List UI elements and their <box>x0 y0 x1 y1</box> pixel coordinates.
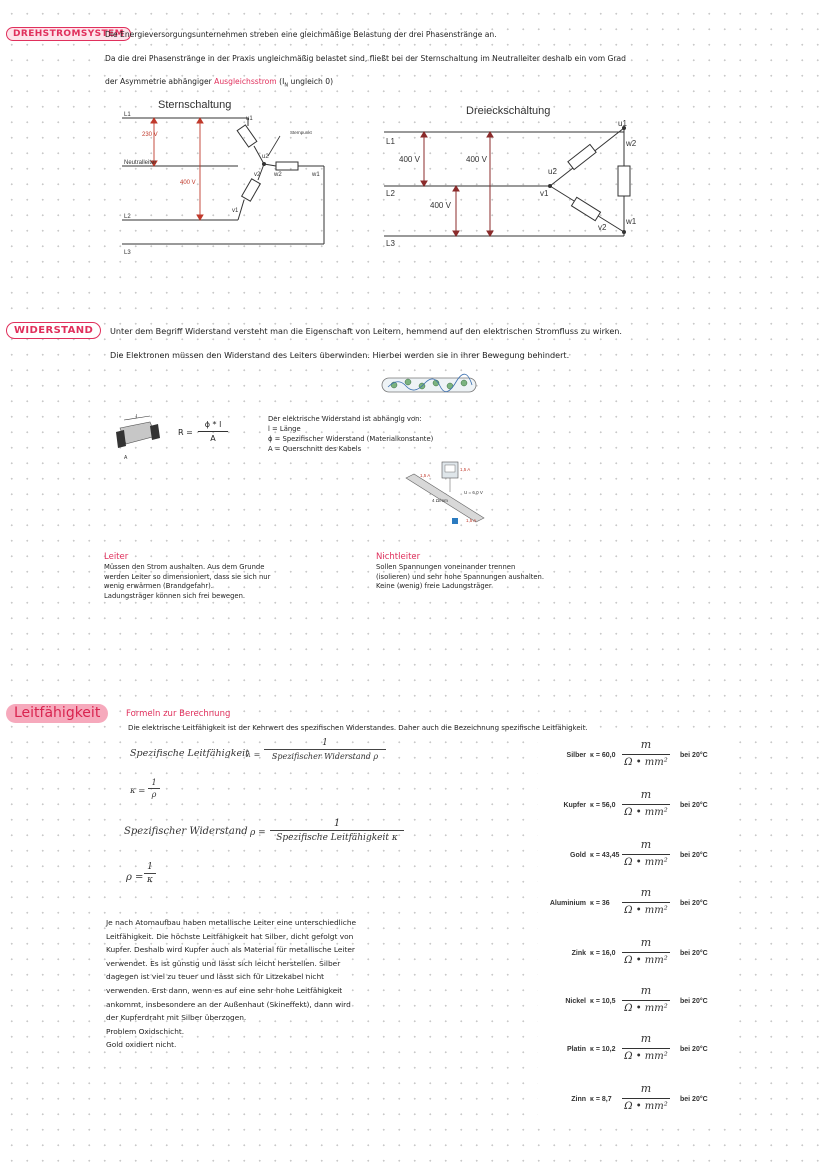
material-kappa: κ = 8,7 <box>590 1096 612 1103</box>
dependency-specific-resistance: ϕ = Spezifischer Widerstand (Materialkonstante) <box>268 435 434 443</box>
material-unit <box>622 738 670 768</box>
material-unit <box>622 886 670 916</box>
delta-label-400v-b: 400 V <box>466 155 487 164</box>
material-kappa: κ = 56,0 <box>590 802 616 809</box>
unit-denominator: Ω • mm² <box>624 905 668 916</box>
fraction-bar <box>622 804 670 805</box>
section-tag-widerstand: WIDERSTAND <box>6 322 101 339</box>
wire-label-a: A <box>124 455 128 461</box>
material-kappa: κ = 10,5 <box>590 998 616 1005</box>
leiter-text-4: Ladungsträger können sich frei bewegen. <box>104 591 246 600</box>
nichtleiter-title: Nichtleiter <box>376 552 421 562</box>
material-unit <box>622 1082 670 1112</box>
fraction-bar <box>148 788 160 789</box>
formula-4-numerator: 1 <box>147 862 153 872</box>
nichtleiter-text-3: Keine (wenig) freie Ladungsträger <box>376 582 492 591</box>
paragraph-line: Kupfer. Deshalb wird Kupfer auch als Material für metallische Leiter <box>106 945 355 955</box>
material-row <box>538 738 738 778</box>
material-row <box>538 984 738 1024</box>
material-unit <box>622 788 670 818</box>
paragraph-line: dagegen ist viel zu teuer und lässt sich für Litzekabel nicht <box>106 972 325 982</box>
material-row <box>538 886 738 926</box>
delta-label-v2: v2 <box>598 223 607 232</box>
formula-1-numerator: 1 <box>322 738 328 748</box>
fraction-bar <box>198 431 228 432</box>
nichtleiter-text-2: (isolieren) und sehr hohe Spannungen aushalten. <box>376 572 545 581</box>
formula-2-fraction <box>148 778 160 799</box>
dependency-cross-section: A = Querschnitt des Kabels <box>268 445 362 453</box>
meas-label-a1: 1,5 A <box>420 473 431 478</box>
resistance-formula-lhs: R = <box>178 428 193 437</box>
formula-2-numerator: 1 <box>151 778 157 787</box>
material-temperature: bei 20°C <box>680 1096 708 1103</box>
material-name: Zinn <box>571 1096 586 1103</box>
fraction-bar <box>270 830 404 831</box>
star-point-marker <box>262 162 266 166</box>
fraction-bar <box>622 902 670 903</box>
unit-denominator: Ω • mm² <box>624 955 668 966</box>
star-label-230v: 230 V <box>142 132 158 138</box>
delta-title: Dreieckschaltung <box>466 105 551 117</box>
unit-denominator: Ω • mm² <box>624 857 668 868</box>
wire-cross-section-illustration <box>110 412 166 462</box>
material-kappa: κ = 43,45 <box>590 852 620 859</box>
paragraph-line: verwendet. Es ist günstig und lässt sich leicht herstellen. Silber <box>106 958 341 968</box>
material-unit <box>622 984 670 1014</box>
conductivity-table <box>538 738 734 1124</box>
star-label-400v: 400 V <box>180 180 196 186</box>
material-name: Kupfer <box>563 802 586 809</box>
formula-3-symbol: ρ = <box>250 828 266 838</box>
fraction-bar <box>622 952 670 953</box>
dependency-list <box>268 414 433 454</box>
delta-label-l1: L1 <box>386 137 395 146</box>
section-tag-drehstromsystem: DREHSTROMSYSTEM <box>6 27 131 41</box>
widerstand-line-2: Die Elektronen müssen den Widerstand des Leiters überwinden. Hierbei werden sie in ihrer Bewegung behindert. <box>110 350 570 360</box>
resistance-formula-fraction <box>198 420 228 443</box>
star-label-neutral: Neutralleiter <box>124 160 157 166</box>
material-temperature: bei 20°C <box>680 752 708 759</box>
widerstand-line-1: Unter dem Begriff Widerstand versteht man die Eigenschaft von Leitern, hemmend auf den elektrischen Stromfluss zu wirken. <box>110 326 622 336</box>
unit-denominator: Ω • mm² <box>624 807 668 818</box>
resistance-formula-denominator: A <box>210 434 216 443</box>
leiter-title: Leiter <box>104 552 129 562</box>
material-temperature: bei 20°C <box>680 852 708 859</box>
formula-1-label: Spezifische Leitfähigkeit <box>130 748 249 759</box>
fraction-bar <box>622 1000 670 1001</box>
paragraph-line: Je nach Atomaufbau haben metallische Leiter eine unterschiedliche <box>106 918 357 927</box>
material-unit <box>622 838 670 868</box>
material-kappa: κ = 60,0 <box>590 752 616 759</box>
material-name: Zink <box>571 950 586 957</box>
material-temperature: bei 20°C <box>680 900 708 907</box>
material-row <box>538 838 738 878</box>
leitfaehigkeit-intro: Die elektrische Leitfähigkeit ist der Kehrwert des spezifischen Widerstandes. Daher auch die Bezeichnung spezifische Leitfähigkeit. <box>128 724 588 732</box>
paragraph-line: Gold oxidiert nicht. <box>106 1040 177 1050</box>
meas-label-u: U = 6,0 V <box>464 490 483 495</box>
star-label-v1: v1 <box>232 208 239 214</box>
drehstrom-line-3-post: (I <box>279 77 285 86</box>
unit-denominator: Ω • mm² <box>624 1051 668 1062</box>
leitfaehigkeit-paragraph <box>106 916 356 1052</box>
delta-label-v1: v1 <box>540 189 549 198</box>
meas-label-a2: 1,5 A <box>460 467 471 472</box>
star-label-w1: w1 <box>312 172 320 178</box>
delta-label-w1: w1 <box>626 217 637 226</box>
material-kappa: κ = 10,2 <box>590 1046 616 1053</box>
material-unit <box>622 936 670 966</box>
delta-label-l3: L3 <box>386 239 395 248</box>
fraction-bar <box>622 854 670 855</box>
star-label-l2: L2 <box>124 214 131 220</box>
unit-numerator: m <box>640 984 652 997</box>
drehstrom-line-3-sub: N <box>284 82 289 89</box>
formula-4-lhs: ρ = <box>126 872 144 883</box>
paragraph-line: Problem Oxidschicht. <box>106 1026 185 1036</box>
drehstrom-line-3 <box>105 75 333 93</box>
unit-denominator: Ω • mm² <box>624 1101 668 1112</box>
material-unit <box>622 1032 670 1062</box>
nichtleiter-block <box>376 552 544 592</box>
delta-label-u2: u2 <box>548 167 557 176</box>
dependency-title: Der elektrische Widerstand ist abhängig von: <box>268 415 422 423</box>
leiter-text-1: Müssen den Strom aushalten. Aus dem Grunde <box>104 563 265 571</box>
unit-numerator: m <box>640 1082 652 1095</box>
star-label-l3: L3 <box>124 250 131 256</box>
material-name: Gold <box>570 852 586 859</box>
section-tag-leitfaehigkeit: Leitfähigkeit <box>6 704 108 723</box>
material-temperature: bei 20°C <box>680 998 708 1005</box>
resistance-formula-numerator: ϕ * l <box>204 420 222 429</box>
unit-numerator: m <box>640 886 652 899</box>
material-row <box>538 1032 738 1072</box>
meas-label-length: 4 Ω/mm <box>432 498 448 503</box>
paragraph-line: Leitfähigkeit. Die höchste Leitfähigkeit hat Silber, dicht gefolgt von <box>106 931 354 941</box>
material-name: Silber <box>566 752 586 759</box>
fraction-bar <box>622 1098 670 1099</box>
leiter-text-2: werden Leiter so dimensioniert, dass sie sich nur <box>104 572 271 581</box>
dreieckschaltung-diagram <box>382 100 640 250</box>
material-kappa: κ = 36 <box>590 900 610 907</box>
material-name: Nickel <box>565 998 586 1005</box>
formula-3-label: Spezifischer Widerstand <box>124 826 248 837</box>
delta-label-l2: L2 <box>386 189 395 198</box>
delta-label-400v-c: 400 V <box>430 201 451 210</box>
unit-numerator: m <box>640 838 652 851</box>
star-label-w2: w2 <box>274 172 282 178</box>
formula-1-denominator: Spezifischer Widerstand ρ <box>271 752 379 761</box>
paragraph-line: der Kupferdraht mit Silber überzogen. <box>106 1013 247 1023</box>
formula-2-denominator: ρ <box>151 790 157 799</box>
material-name: Aluminium <box>549 900 586 907</box>
formula-1-fraction <box>264 738 386 761</box>
drehstrom-line-3-pre: der Asymmetrie abhängiger <box>105 77 212 86</box>
meas-label-a3: 1,5 A <box>466 518 477 523</box>
unit-numerator: m <box>640 1032 652 1045</box>
wire-label-l: l <box>136 414 138 420</box>
formula-3-fraction <box>270 818 404 843</box>
unit-numerator: m <box>640 738 652 751</box>
delta-label-u1: u1 <box>618 119 627 128</box>
fraction-bar <box>264 749 386 750</box>
delta-label-400v-a: 400 V <box>399 155 420 164</box>
material-row <box>538 788 738 828</box>
measurement-setup-illustration <box>396 458 500 530</box>
sternschaltung-diagram <box>118 96 332 258</box>
unit-numerator: m <box>640 788 652 801</box>
formula-4-denominator: κ <box>147 875 153 885</box>
material-row <box>538 1082 738 1122</box>
unit-denominator: Ω • mm² <box>624 1003 668 1014</box>
paragraph-line: ankommt, insbesondere an der Außenhaut (Skineffekt), dann wird <box>106 999 351 1009</box>
formula-3-numerator: 1 <box>333 818 341 829</box>
star-label-u1: u1 <box>246 116 253 122</box>
star-title: Sternschaltung <box>158 99 232 111</box>
formula-2-lhs: κ = <box>130 786 146 796</box>
star-label-sternpunkt: Sternpunkt <box>290 130 312 135</box>
delta-label-w2: w2 <box>626 139 637 148</box>
formeln-subtitle: Formeln zur Berechnung <box>126 709 231 719</box>
material-row <box>538 936 738 976</box>
nichtleiter-text-1: Sollen Spannungen voneinander trennen <box>376 563 516 571</box>
unit-denominator: Ω • mm² <box>624 757 668 768</box>
drehstrom-line-2: Da die drei Phasenstränge in der Praxis ungleichmäßig belastet sind, fließt bei der Sternschaltung im Neutralleiter deshalb ein vom Grad <box>105 54 626 63</box>
material-temperature: bei 20°C <box>680 1046 708 1053</box>
star-label-u2: u2 <box>262 154 269 160</box>
material-name: Platin <box>566 1046 586 1053</box>
drehstrom-line-1: Die Energieversorgungsunternehmen streben eine gleichmäßige Belastung der drei Phasenstränge an. <box>105 30 497 39</box>
drehstrom-line-3-end: ungleich 0) <box>288 77 334 86</box>
fraction-bar <box>622 754 670 755</box>
star-label-l1: L1 <box>124 112 131 118</box>
fraction-bar <box>144 873 156 874</box>
star-label-v2: v2 <box>254 172 261 178</box>
dependency-length: l = Länge <box>268 425 301 433</box>
leiter-text-3: wenig erwärmen (Brandgefahr). <box>104 582 213 591</box>
ausgleichsstrom-highlight: Ausgleichsstrom <box>214 77 277 86</box>
formula-3-denominator: Spezifische Leitfähigkeit κ <box>276 833 398 843</box>
material-kappa: κ = 16,0 <box>590 950 616 957</box>
paragraph-line: verwenden. Erst dann, wenn es auf eine sehr hohe Leitfähigkeit <box>106 985 343 995</box>
unit-numerator: m <box>640 936 652 949</box>
formula-1-symbol: λ = <box>246 750 261 759</box>
material-temperature: bei 20°C <box>680 802 708 809</box>
fraction-bar <box>622 1048 670 1049</box>
electron-flow-illustration <box>378 372 482 402</box>
material-temperature: bei 20°C <box>680 950 708 957</box>
leiter-block <box>104 552 270 601</box>
formula-4-fraction <box>144 862 156 885</box>
